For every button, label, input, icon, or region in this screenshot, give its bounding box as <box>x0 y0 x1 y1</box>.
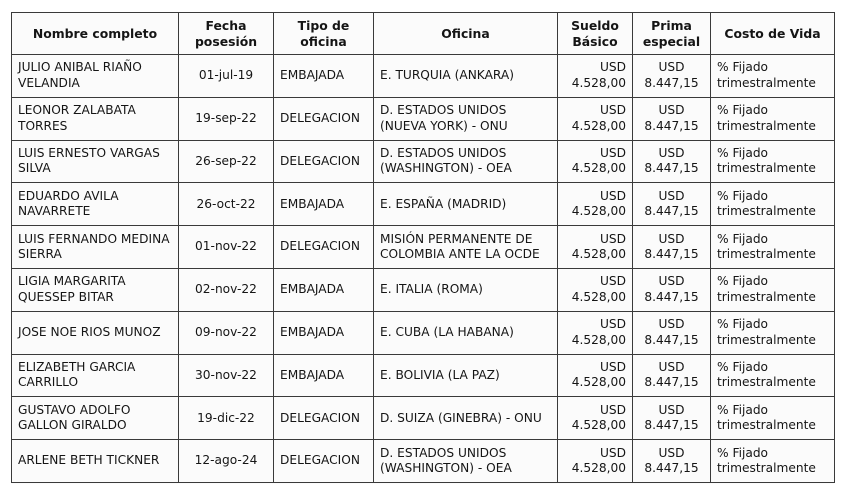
cell-oficina: E. ITALIA (ROMA) <box>374 268 558 311</box>
cell-prima: USD 8.447,15 <box>633 440 711 483</box>
cell-sueldo: USD 4.528,00 <box>558 183 633 226</box>
header-oficina: Oficina <box>374 13 558 55</box>
cell-nombre: JULIO ANIBAL RIAÑO VELANDIA <box>12 55 179 98</box>
cell-costo: % Fijado trimestralmente <box>711 55 835 98</box>
cell-fecha: 26-sep-22 <box>179 140 274 183</box>
header-nombre: Nombre completo <box>12 13 179 55</box>
cell-prima: USD 8.447,15 <box>633 226 711 269</box>
cell-costo: % Fijado trimestralmente <box>711 268 835 311</box>
cell-fecha: 09-nov-22 <box>179 311 274 354</box>
header-tipo: Tipo de oficina <box>274 13 374 55</box>
cell-fecha: 02-nov-22 <box>179 268 274 311</box>
cell-sueldo: USD 4.528,00 <box>558 397 633 440</box>
cell-oficina: E. CUBA (LA HABANA) <box>374 311 558 354</box>
table-row <box>12 226 835 269</box>
cell-nombre: LEONOR ZALABATA TORRES <box>12 97 179 140</box>
header-prima: Prima especial <box>633 13 711 55</box>
cell-oficina: E. BOLIVIA (LA PAZ) <box>374 354 558 397</box>
cell-costo: % Fijado trimestralmente <box>711 311 835 354</box>
table-row <box>12 354 835 397</box>
cell-fecha: 12-ago-24 <box>179 440 274 483</box>
cell-prima: USD 8.447,15 <box>633 311 711 354</box>
cell-nombre: LUIS ERNESTO VARGAS SILVA <box>12 140 179 183</box>
table-row <box>12 97 835 140</box>
table-row <box>12 440 835 483</box>
cell-costo: % Fijado trimestralmente <box>711 440 835 483</box>
cell-sueldo: USD 4.528,00 <box>558 354 633 397</box>
cell-costo: % Fijado trimestralmente <box>711 183 835 226</box>
header-fecha: Fecha posesión <box>179 13 274 55</box>
cell-sueldo: USD 4.528,00 <box>558 268 633 311</box>
cell-tipo: EMBAJADA <box>274 354 374 397</box>
table-row <box>12 268 835 311</box>
cell-prima: USD 8.447,15 <box>633 55 711 98</box>
cell-prima: USD 8.447,15 <box>633 268 711 311</box>
cell-prima: USD 8.447,15 <box>633 397 711 440</box>
cell-nombre: JOSE NOE RIOS MUNOZ <box>12 311 179 354</box>
table-header <box>12 13 835 55</box>
cell-fecha: 19-dic-22 <box>179 397 274 440</box>
cell-oficina: D. SUIZA (GINEBRA) - ONU <box>374 397 558 440</box>
header-sueldo: Sueldo Básico <box>558 13 633 55</box>
table-row <box>12 311 835 354</box>
cell-fecha: 01-jul-19 <box>179 55 274 98</box>
cell-nombre: ARLENE BETH TICKNER <box>12 440 179 483</box>
cell-sueldo: USD 4.528,00 <box>558 440 633 483</box>
cell-tipo: DELEGACION <box>274 397 374 440</box>
cell-nombre: ELIZABETH GARCIA CARRILLO <box>12 354 179 397</box>
cell-costo: % Fijado trimestralmente <box>711 97 835 140</box>
cell-nombre: GUSTAVO ADOLFO GALLON GIRALDO <box>12 397 179 440</box>
cell-fecha: 19-sep-22 <box>179 97 274 140</box>
cell-tipo: EMBAJADA <box>274 183 374 226</box>
header-row <box>12 13 835 55</box>
cell-fecha: 30-nov-22 <box>179 354 274 397</box>
cell-sueldo: USD 4.528,00 <box>558 140 633 183</box>
officials-table <box>11 12 835 483</box>
cell-oficina: D. ESTADOS UNIDOS (WASHINGTON) - OEA <box>374 440 558 483</box>
cell-sueldo: USD 4.528,00 <box>558 55 633 98</box>
cell-nombre: EDUARDO AVILA NAVARRETE <box>12 183 179 226</box>
cell-costo: % Fijado trimestralmente <box>711 140 835 183</box>
table-row <box>12 55 835 98</box>
cell-sueldo: USD 4.528,00 <box>558 226 633 269</box>
cell-nombre: LIGIA MARGARITA QUESSEP BITAR <box>12 268 179 311</box>
cell-sueldo: USD 4.528,00 <box>558 97 633 140</box>
cell-tipo: DELEGACION <box>274 97 374 140</box>
cell-fecha: 26-oct-22 <box>179 183 274 226</box>
cell-nombre: LUIS FERNANDO MEDINA SIERRA <box>12 226 179 269</box>
cell-costo: % Fijado trimestralmente <box>711 397 835 440</box>
cell-tipo: DELEGACION <box>274 440 374 483</box>
cell-tipo: DELEGACION <box>274 140 374 183</box>
cell-oficina: D. ESTADOS UNIDOS (NUEVA YORK) - ONU <box>374 97 558 140</box>
cell-costo: % Fijado trimestralmente <box>711 226 835 269</box>
cell-tipo: EMBAJADA <box>274 268 374 311</box>
cell-tipo: EMBAJADA <box>274 55 374 98</box>
cell-prima: USD 8.447,15 <box>633 97 711 140</box>
cell-prima: USD 8.447,15 <box>633 354 711 397</box>
cell-sueldo: USD 4.528,00 <box>558 311 633 354</box>
cell-tipo: DELEGACION <box>274 226 374 269</box>
table-row <box>12 140 835 183</box>
cell-prima: USD 8.447,15 <box>633 140 711 183</box>
document-page <box>11 12 834 484</box>
cell-costo: % Fijado trimestralmente <box>711 354 835 397</box>
cell-oficina: E. TURQUIA (ANKARA) <box>374 55 558 98</box>
cell-oficina: MISIÓN PERMANENTE DE COLOMBIA ANTE LA OCDE <box>374 226 558 269</box>
cell-tipo: EMBAJADA <box>274 311 374 354</box>
cell-oficina: E. ESPAÑA (MADRID) <box>374 183 558 226</box>
header-costo: Costo de Vida <box>711 13 835 55</box>
table-row <box>12 397 835 440</box>
table-row <box>12 183 835 226</box>
cell-oficina: D. ESTADOS UNIDOS (WASHINGTON) - OEA <box>374 140 558 183</box>
table-body <box>12 55 835 483</box>
cell-fecha: 01-nov-22 <box>179 226 274 269</box>
cell-prima: USD 8.447,15 <box>633 183 711 226</box>
